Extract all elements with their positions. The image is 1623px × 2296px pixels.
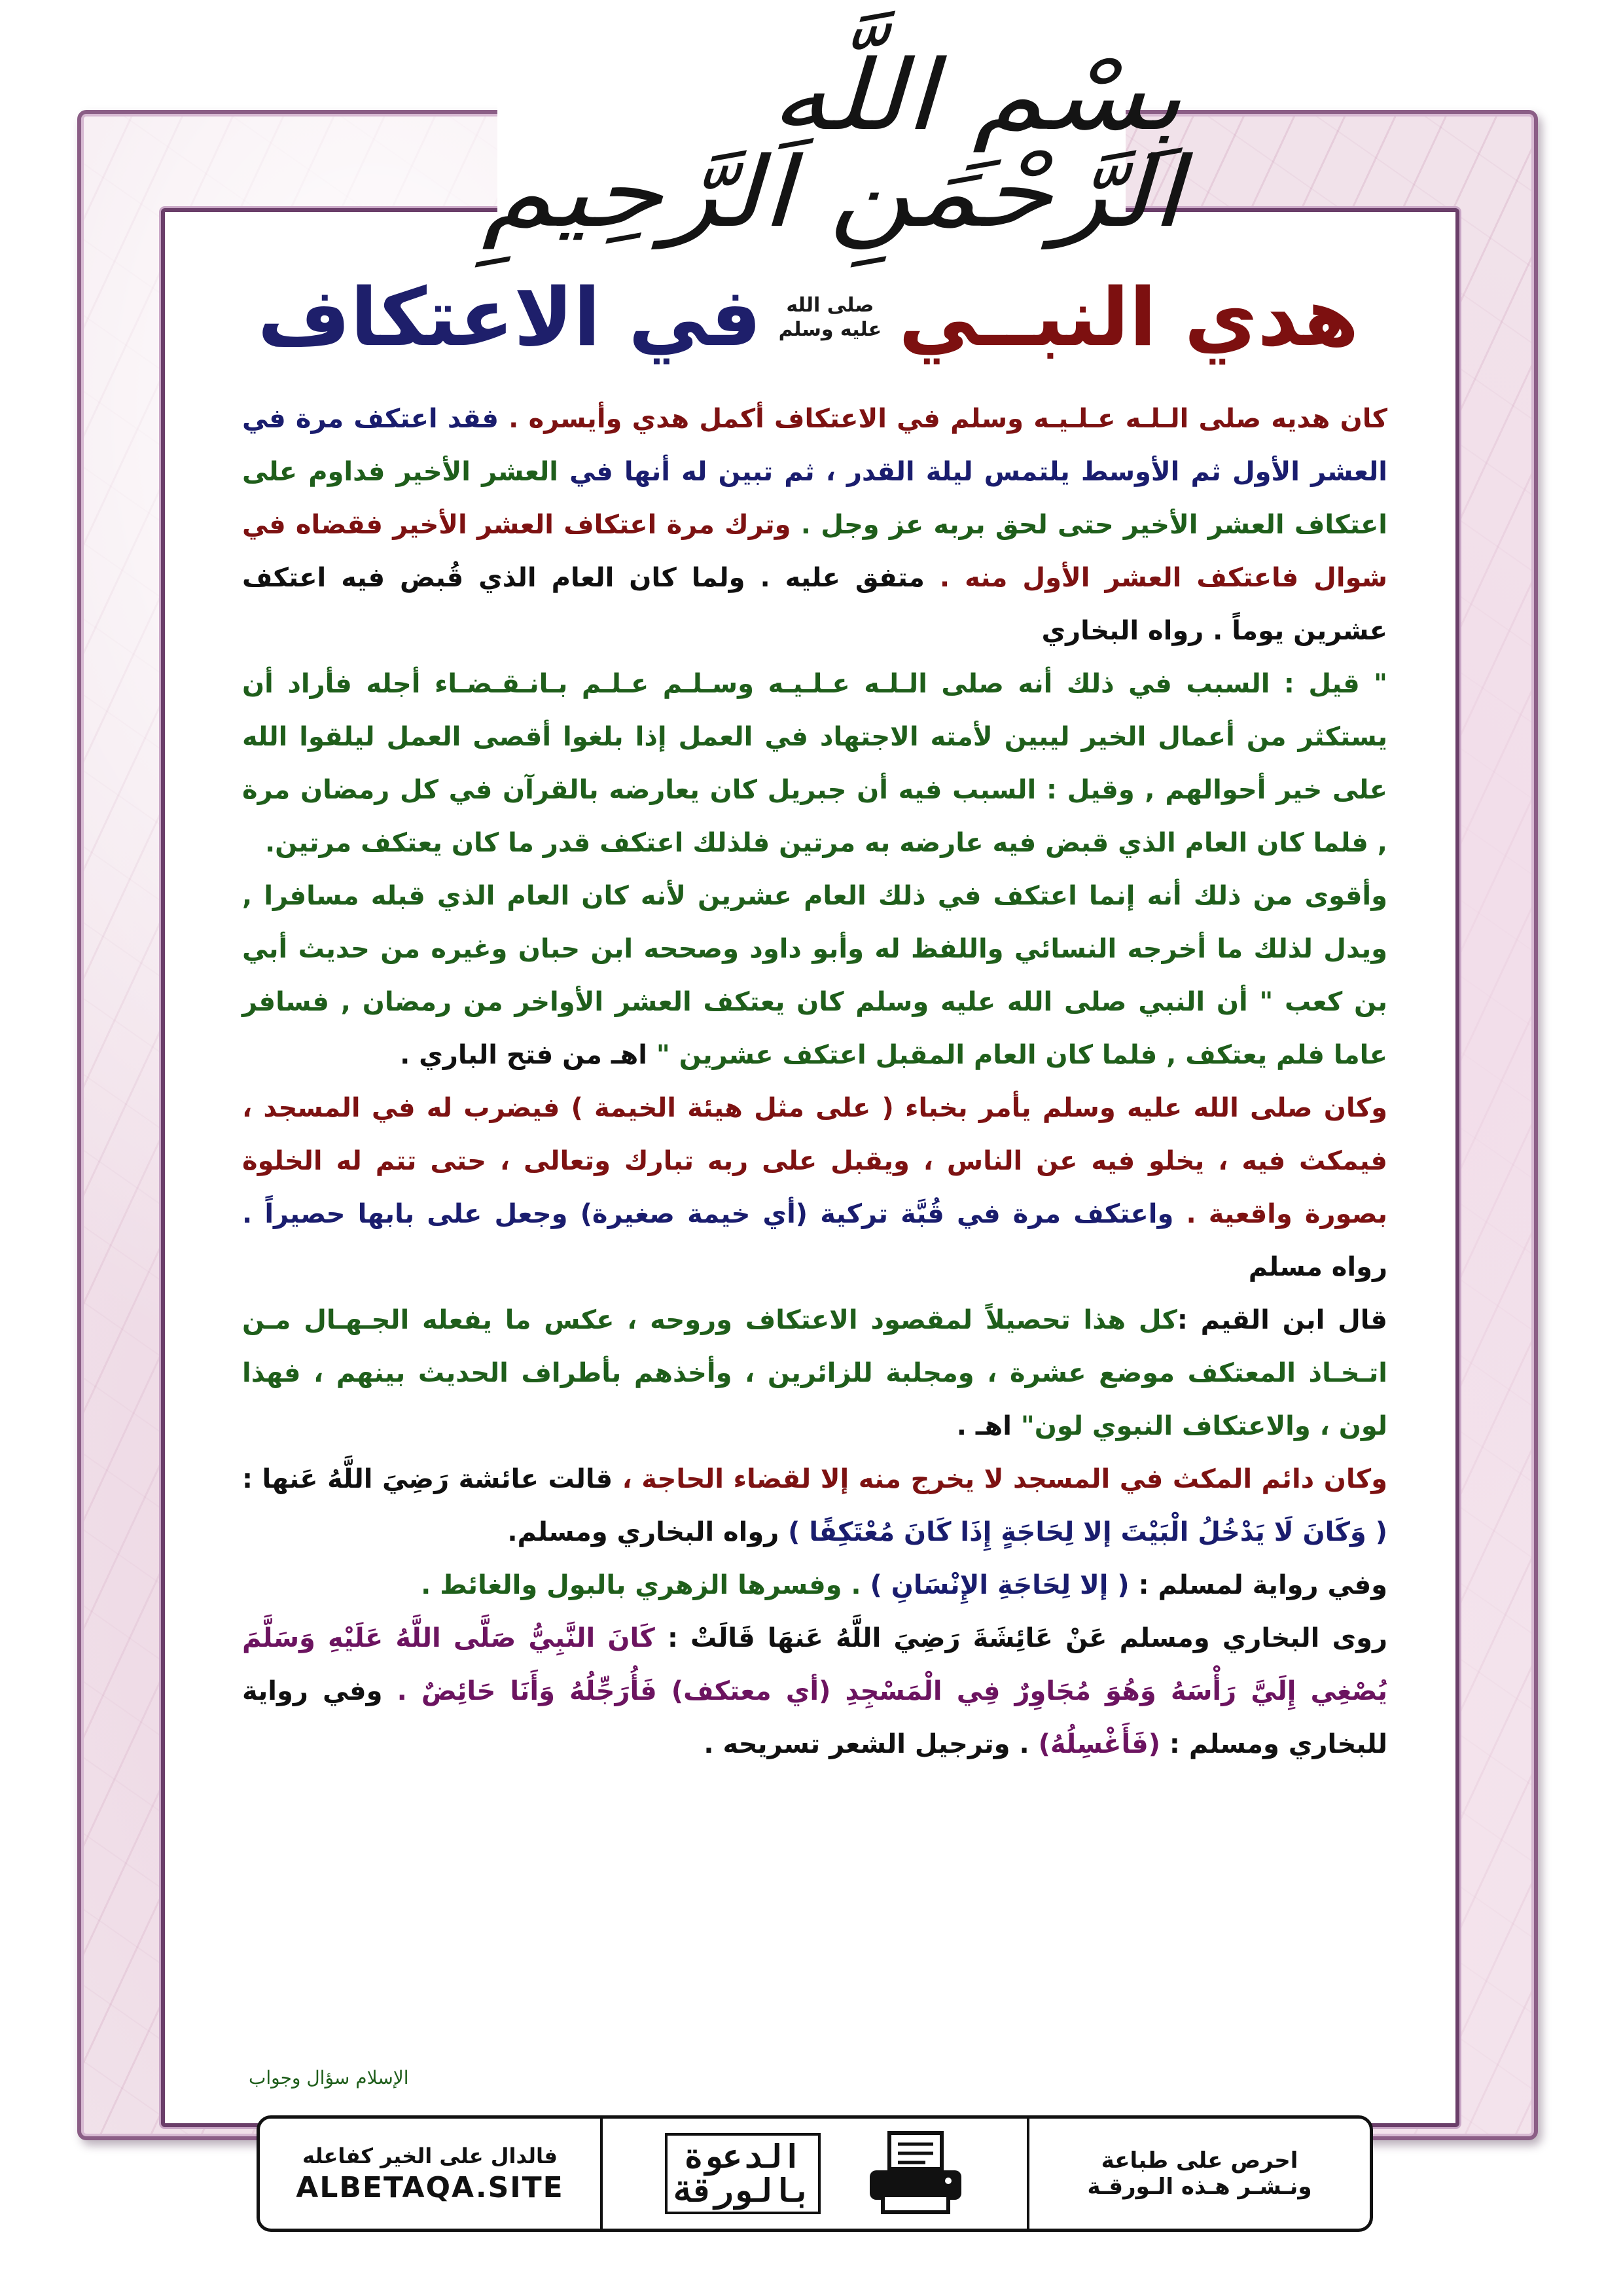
paragraph (242, 1294, 1387, 1453)
paragraph-text: كان هديه صلى الـلـه عـلـيـه وسلم في الاعتكاف أكمل هدي وأيسره . (498, 404, 1387, 434)
paragraph (242, 1082, 1387, 1294)
paragraph (242, 393, 1387, 658)
paragraph-text: وكان صلى الله عليه وسلم يأمر بخباء ( على مثل هيئة الخيمة ) فيضرب له في المسجد ، فيمكث فيه ، يخلو فيه عن الناس ، ويقبل على ربه تبارك وتعالى ، حتى تتم له الخلوة بصورة واقعية . (242, 1093, 1388, 1229)
paragraph-text: قال ابن القيم : (1177, 1305, 1387, 1335)
paragraph-text: وأقوى من ذلك أنه إنما اعتكف في ذلك العام عشرين لأنه كان العام الذي قبله مسافرا , ويدل لذلك ما أخرجه النسائي واللفظ له وأبو داود وصححه ابن حبان وغيره من حديث أبي بن كعب " أن النبي صلى الله عليه وسلم كان يعتكف العشر الأواخر من رمضان , فسافر عاما فلم يعتكف , فلما كان العام المقبل اعتكف عشرين " (242, 881, 1387, 1070)
paragraph (242, 1453, 1387, 1559)
paragraph-text: روى البخاري ومسلم عَنْ عَائِشَةَ رَضِيَ اللَّهُ عَنهَا قَالَتْ : (654, 1623, 1387, 1653)
paragraph-text: العشر الأخير فداوم على اعتكاف العشر الأخير حتى لحق بربه عز وجل . (242, 457, 1387, 540)
basmala-text: بِسْمِ اللَّهِ الرَّحْمَنِ الرَّحِيمِ (481, 39, 1183, 249)
paragraph-text: ( وَكَانَ لَا يَدْخُلُ الْبَيْتَ إلا لِحَاجَةٍ إِذَا كَانَ مُعْتَكِفًا ) (779, 1517, 1387, 1547)
footer-website[interactable]: ALBETAQA.SITE (296, 2170, 564, 2204)
paragraph-text: واعتكف مرة في قُبَّة تركية (أي خيمة صغيرة) وجعل على بابها حصيراً . (242, 1199, 1174, 1229)
footer-website-block (260, 2119, 603, 2229)
paragraph-text: اهـ . (956, 1411, 1012, 1441)
paragraph-text: ( إلا لِحَاجَةِ الإِنْسَانِ ) (861, 1570, 1130, 1600)
title-part-itikaf: في الاعتكاف (257, 271, 762, 364)
footer-motto: فالدال على الخير كفاعله (302, 2143, 558, 2168)
basmala-banner (481, 39, 1183, 249)
footer-bar (257, 2115, 1373, 2232)
paragraph-text: " قيل : السبب في ذلك أنه صلى الـلـه عـلـيـه وسـلـم عـلـم بـانـقـضـاء أجله فأراد أن يستكثر من أعمال الخير ليبين لأمته الاجتهاد في العمل إذا بلغوا أقصى العمل ليلقوا الله على خير أحوالهم , وقيل : السبب فيه أن جبريل كان يعارضه بالقرآن في كل رمضان مرة , فلما كان العام الذي قبض فيه عارضه به مرتين فلذلك اعتكف قدر ما كان يعتكف مرتين. (242, 669, 1387, 858)
footer-logos (603, 2119, 1027, 2229)
paragraph-text: رواه مسلم (1248, 1252, 1387, 1282)
paragraph-text: كَانَ النَّبِيُّ صَلَّى اللَّهُ عَلَيْهِ وَسَلَّمَ يُصْغِي إِلَيَّ رَأْسَهُ وَهُوَ مُجَاوِرٌ فِي الْمَسْجِدِ (أي معتكف) فَأُرَجِّلُهُ وَأَنَا حَائِضٌ . (242, 1623, 1387, 1706)
logo-line-1: الدعوة (683, 2138, 802, 2176)
paragraph (242, 1559, 1387, 1612)
kufic-logo-icon (665, 2133, 821, 2214)
paragraph-text: متفق عليه . ولما كان العام الذي قُبض فيه اعتكف عشرين يوماً . رواه البخاري (242, 563, 1387, 646)
paragraph-text: رواه البخاري ومسلم. (507, 1517, 779, 1547)
paragraph-text: وكان دائم المكث في المسجد لا يخرج منه إلا لقضاء الحاجة ، (613, 1464, 1387, 1494)
print-note-line-2: ونـشـر هـذه الـورقـة (1087, 2174, 1312, 2200)
paragraph-text: كل هذا تحصيلاً لمقصود الاعتكاف وروحه ، عكس ما يفعله الجـهـال مـن اتـخـاذ المعتكف موضع عشرة ، ومجلبة للزائرين ، وأخذهم بأطراف الحديث بينهم ، فهذا لون ، والاعتكاف النبوي لون" (242, 1305, 1387, 1441)
paragraph-text: قالت عائشة رَضِيَ اللَّهُ عَنها : (242, 1464, 613, 1494)
footer-print-note (1027, 2119, 1370, 2229)
source-note: الإسلام سؤال وجواب (249, 2067, 409, 2089)
article-body (242, 393, 1387, 1771)
paragraph-text: (فَأَغْسِلُهُ) (1029, 1729, 1160, 1759)
salla-line-1: صلى الله (786, 293, 874, 317)
paragraph-text: وترك مرة اعتكاف العشر الأخير فقضاه في شوال فاعتكف العشر الأول منه . (242, 510, 1388, 593)
page-title (164, 262, 1453, 373)
salla-honorific (779, 293, 882, 342)
paragraph (242, 658, 1387, 870)
print-note-line-1: احرص على طباعة (1101, 2147, 1298, 2174)
logo-line-2: بالورقة (673, 2172, 812, 2210)
printer-icon (866, 2130, 965, 2217)
paragraph-text: وفي رواية لمسلم : (1129, 1570, 1387, 1600)
paragraph-text: فقد اعتكف مرة في العشر الأول ثم الأوسط يلتمس ليلة القدر ، ثم تبين له أنها في (242, 404, 1388, 487)
paragraph-text: . وفسرها الزهري بالبول والغائط . (421, 1570, 861, 1600)
paragraph (242, 1612, 1387, 1771)
paragraph-text: اهـ من فتح الباري . (400, 1040, 647, 1070)
title-part-hady: هدي النبــي (899, 271, 1359, 364)
paragraph (242, 870, 1387, 1082)
salla-line-2: عليه وسلم (778, 318, 882, 341)
paragraph-text: . وترجيل الشعر تسريحه . (704, 1729, 1029, 1759)
paragraph-text: وفي رواية للبخاري ومسلم : (242, 1676, 1387, 1759)
